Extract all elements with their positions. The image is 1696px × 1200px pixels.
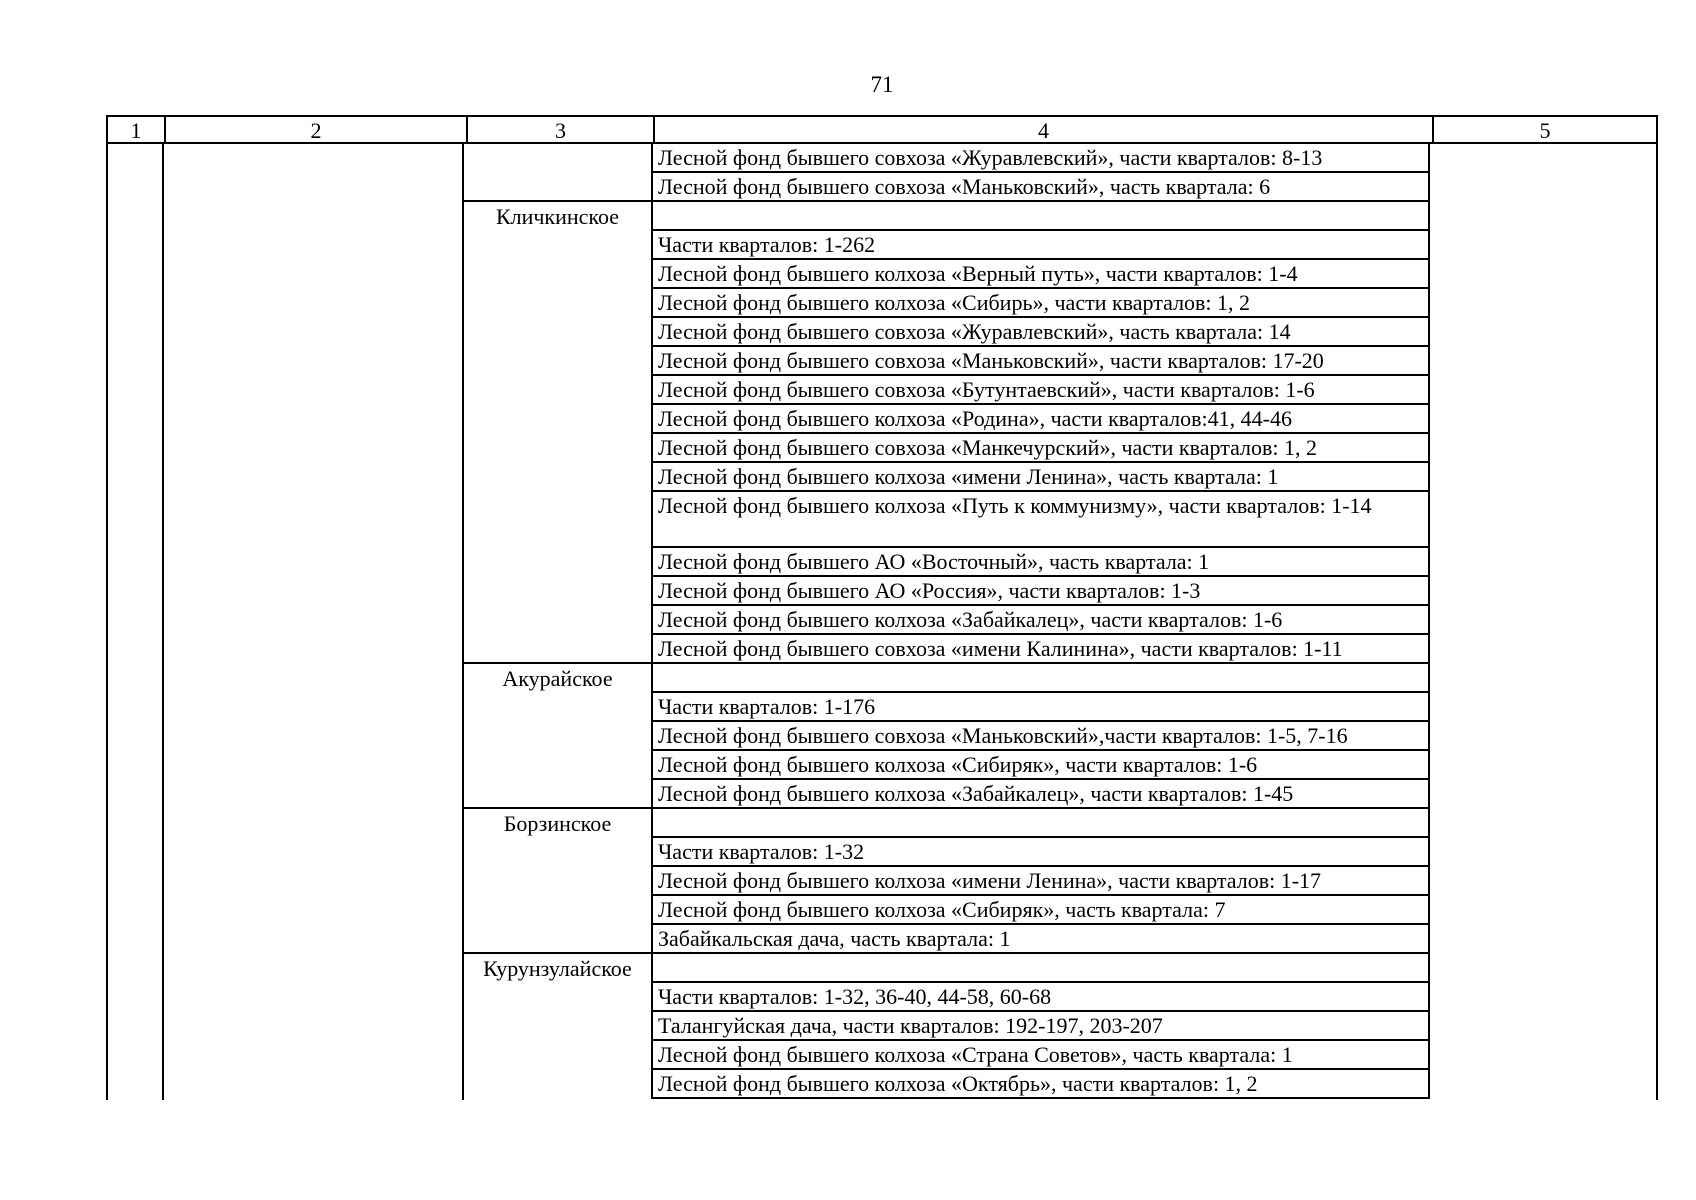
empty-row bbox=[651, 954, 1430, 983]
group-separator bbox=[464, 662, 651, 664]
forest-fund-row: Лесной фонд бывшего колхоза «Сибиряк», часть квартала: 7 bbox=[651, 896, 1430, 925]
settlement-name: Курунзулайское bbox=[483, 956, 632, 981]
settlement-name: Борзинское bbox=[503, 811, 612, 836]
header-col-1: 1 bbox=[108, 117, 166, 142]
group-separator bbox=[464, 807, 651, 809]
forest-fund-row: Лесной фонд бывшего колхоза «Родина», части кварталов:41, 44-46 bbox=[651, 405, 1430, 434]
forest-fund-row: Лесной фонд бывшего колхоза «Забайкалец», части кварталов: 1-6 bbox=[651, 606, 1430, 635]
forest-fund-row: Лесной фонд бывшего совхоза «Маньковский»,части кварталов: 1-5, 7-16 bbox=[651, 722, 1430, 751]
settlement-name: Акурайское bbox=[502, 666, 613, 691]
col-1-left-border bbox=[106, 144, 108, 1100]
forest-fund-row: Лесной фонд бывшего колхоза «Путь к коммунизму», части кварталов: 1-14 bbox=[651, 492, 1430, 548]
forest-fund-row: Части кварталов: 1-32 bbox=[651, 838, 1430, 867]
group-separator bbox=[464, 200, 651, 202]
forest-fund-row: Лесной фонд бывшего колхоза «имени Ленина», части кварталов: 1-17 bbox=[651, 867, 1430, 896]
forest-fund-row: Лесной фонд бывшего колхоза «Октябрь», части кварталов: 1, 2 bbox=[651, 1070, 1430, 1099]
forest-fund-row: Лесной фонд бывшего совхоза «Журавлевский», части кварталов: 8-13 bbox=[651, 144, 1430, 173]
forest-fund-row: Лесной фонд бывшего колхоза «Страна Советов», часть квартала: 1 bbox=[651, 1041, 1430, 1070]
page-number: 71 bbox=[870, 72, 894, 97]
header-col-5: 5 bbox=[1539, 118, 1551, 143]
forest-fund-row: Лесной фонд бывшего АО «Восточный», часть квартала: 1 bbox=[651, 548, 1430, 577]
forest-fund-row: Лесной фонд бывшего АО «Россия», части кварталов: 1-3 bbox=[651, 577, 1430, 606]
forest-fund-row: Части кварталов: 1-32, 36-40, 44-58, 60-68 bbox=[651, 983, 1430, 1012]
table-header-row bbox=[106, 115, 1658, 144]
empty-row bbox=[651, 202, 1430, 231]
forest-fund-row: Лесной фонд бывшего совхоза «Журавлевский», часть квартала: 14 bbox=[651, 318, 1430, 347]
forest-fund-table bbox=[106, 115, 1658, 1100]
forest-fund-row: Лесной фонд бывшего колхоза «Сибирь», части кварталов: 1, 2 bbox=[651, 289, 1430, 318]
forest-fund-row: Лесной фонд бывшего колхоза «имени Ленина», часть квартала: 1 bbox=[651, 463, 1430, 492]
header-col-4: 4 bbox=[655, 117, 1434, 142]
col-1-right-border bbox=[162, 144, 164, 1100]
header-col-3: 3 bbox=[468, 117, 655, 142]
forest-fund-row: Талангуйская дача, части кварталов: 192-197, 203-207 bbox=[651, 1012, 1430, 1041]
group-separator bbox=[464, 952, 651, 954]
forest-fund-row: Части кварталов: 1-262 bbox=[651, 231, 1430, 260]
forest-fund-row: Части кварталов: 1-176 bbox=[651, 693, 1430, 722]
forest-fund-row: Лесной фонд бывшего совхоза «Манкечурский», части кварталов: 1, 2 bbox=[651, 434, 1430, 463]
header-col-2: 2 bbox=[166, 117, 468, 142]
forest-fund-row: Забайкальская дача, часть квартала: 1 bbox=[651, 925, 1430, 954]
forest-fund-row: Лесной фонд бывшего совхоза «Маньковский», части кварталов: 17-20 bbox=[651, 347, 1430, 376]
forest-fund-row: Лесной фонд бывшего колхоза «Сибиряк», части кварталов: 1-6 bbox=[651, 751, 1430, 780]
forest-fund-row: Лесной фонд бывшего совхоза «Маньковский», часть квартала: 6 bbox=[651, 173, 1430, 202]
forest-fund-row: Лесной фонд бывшего колхоза «Забайкалец», части кварталов: 1-45 bbox=[651, 780, 1430, 809]
forest-fund-row: Лесной фонд бывшего колхоза «Верный путь», части кварталов: 1-4 bbox=[651, 260, 1430, 289]
empty-row bbox=[651, 809, 1430, 838]
forest-fund-row: Лесной фонд бывшего совхоза «Бутунтаевский», части кварталов: 1-6 bbox=[651, 376, 1430, 405]
col-5-right-border bbox=[1656, 144, 1658, 1100]
settlement-name: Кличкинское bbox=[495, 204, 620, 229]
forest-fund-row: Лесной фонд бывшего совхоза «имени Калинина», части кварталов: 1-11 bbox=[651, 635, 1430, 664]
empty-row bbox=[651, 664, 1430, 693]
